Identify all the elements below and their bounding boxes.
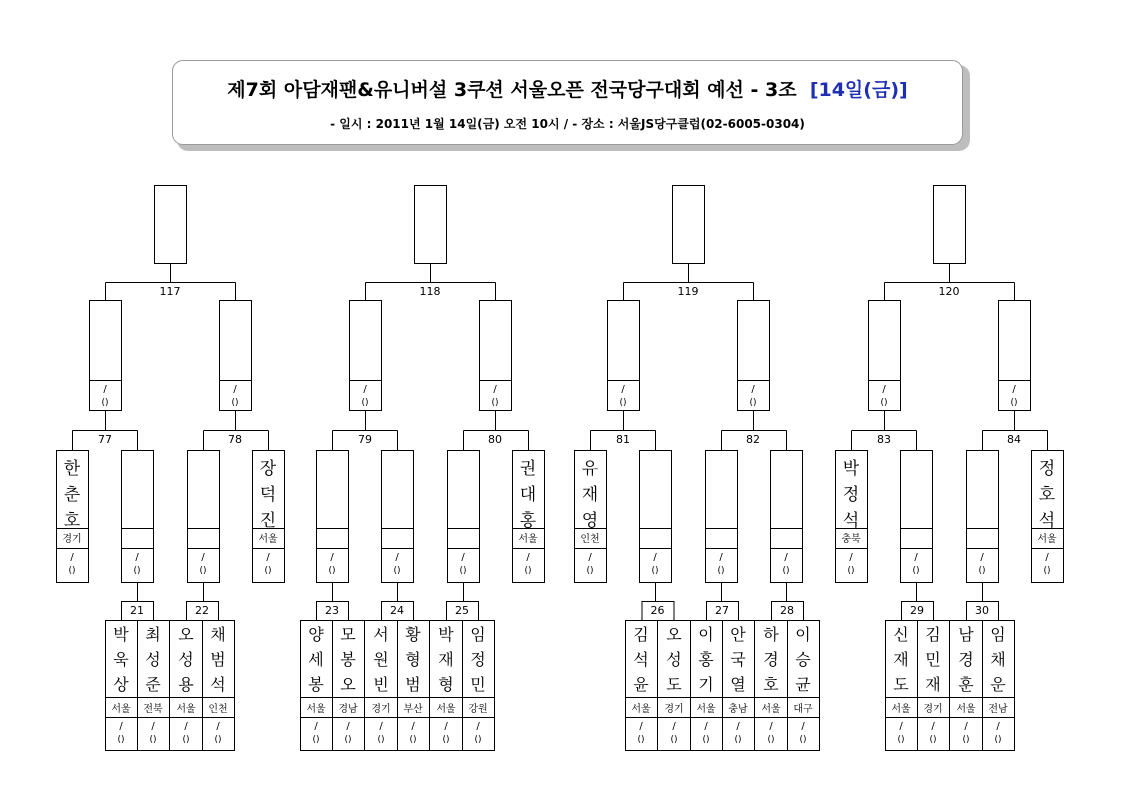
player-region: 인천: [580, 534, 600, 545]
score-paren: (): [231, 398, 239, 408]
player-name: 서 원 빈: [373, 625, 389, 694]
score-paren: (): [101, 398, 109, 408]
score-paren: (): [393, 566, 401, 576]
score-slash: /: [201, 552, 205, 563]
match-number: 29: [910, 604, 924, 617]
player-name: 이 승 균: [795, 625, 811, 694]
player-region: 서울: [956, 704, 976, 715]
match-number: 26: [650, 604, 665, 617]
score-paren: (): [962, 735, 970, 745]
score-slash: /: [70, 552, 74, 563]
score-slash: /: [314, 721, 318, 732]
match-number: 24: [390, 604, 404, 617]
score-paren: (): [767, 735, 775, 745]
player-name: 채 범 석: [210, 625, 226, 694]
player-region: 경남: [338, 704, 358, 715]
player-region: 서울: [306, 704, 326, 715]
player-name: 유 재 영: [581, 459, 599, 531]
score-slash: /: [526, 552, 530, 563]
player-region: 서울: [518, 534, 538, 545]
score-paren: (): [782, 566, 790, 576]
score-slash: /: [672, 721, 676, 732]
score-slash: /: [476, 721, 480, 732]
player-region: 서울: [761, 704, 781, 715]
score-paren: (): [994, 735, 1002, 745]
score-slash: /: [119, 721, 123, 732]
player-name: 권 대 홍: [519, 459, 537, 531]
final-box[interactable]: [934, 186, 966, 264]
player-name: 임 채 운: [990, 625, 1006, 694]
title-text: 제7회 아담재팬&유니버설 3쿠션 서울오픈 전국당구대회 예선 - 3조: [227, 79, 797, 101]
score-slash: /: [363, 384, 367, 395]
score-paren: (): [149, 735, 157, 745]
match-number: 82: [746, 433, 760, 446]
match-number: 30: [975, 604, 989, 617]
final-box[interactable]: [415, 186, 447, 264]
player-region: 서울: [891, 704, 911, 715]
score-paren: (): [799, 735, 807, 745]
score-paren: (): [651, 566, 659, 576]
score-slash: /: [736, 721, 740, 732]
match-number: 28: [780, 604, 794, 617]
player-name: 정 호 석: [1038, 459, 1056, 531]
score-paren: (): [637, 735, 645, 745]
score-slash: /: [216, 721, 220, 732]
score-slash: /: [1012, 384, 1016, 395]
final-box[interactable]: [673, 186, 705, 264]
score-slash: /: [653, 552, 657, 563]
score-slash: /: [704, 721, 708, 732]
player-region: 서울: [111, 704, 131, 715]
player-region: 전북: [143, 704, 163, 715]
score-slash: /: [719, 552, 723, 563]
score-slash: /: [233, 384, 237, 395]
score-slash: /: [784, 552, 788, 563]
player-name: 박 욱 상: [113, 625, 129, 694]
score-slash: /: [996, 721, 1000, 732]
score-slash: /: [588, 552, 592, 563]
player-name: 남 경 훈: [958, 625, 974, 694]
player-name: 양 세 봉: [308, 625, 324, 694]
score-paren: (): [377, 735, 385, 745]
score-paren: (): [344, 735, 352, 745]
score-slash: /: [899, 721, 903, 732]
score-paren: (): [117, 735, 125, 745]
score-slash: /: [346, 721, 350, 732]
score-paren: (): [702, 735, 710, 745]
score-paren: (): [491, 398, 499, 408]
match-number: 81: [616, 433, 630, 446]
score-paren: (): [409, 735, 417, 745]
match-number: 80: [488, 433, 502, 446]
match-number: 27: [715, 604, 729, 617]
score-slash: /: [964, 721, 968, 732]
player-name: 안 국 열: [730, 625, 746, 694]
match-number: 21: [130, 604, 144, 617]
score-slash: /: [751, 384, 755, 395]
score-paren: (): [459, 566, 467, 576]
score-slash: /: [769, 721, 773, 732]
score-slash: /: [621, 384, 625, 395]
match-number: 78: [228, 433, 242, 446]
score-slash: /: [980, 552, 984, 563]
match-number: 25: [455, 604, 469, 617]
score-paren: (): [619, 398, 627, 408]
player-region: 서울: [1037, 534, 1057, 545]
player-name: 신 재 도: [893, 625, 909, 694]
player-name: 박 정 석: [842, 459, 860, 531]
score-paren: (): [474, 735, 482, 745]
player-region: 전남: [988, 704, 1008, 715]
score-slash: /: [444, 721, 448, 732]
player-region: 경기: [62, 534, 82, 545]
player-name: 한 춘 호: [63, 459, 81, 531]
player-region: 경기: [923, 704, 943, 715]
match-number: 83: [877, 433, 891, 446]
match-number: 79: [358, 433, 372, 446]
player-region: 충북: [841, 534, 861, 545]
player-name: 박 재 형: [438, 625, 454, 694]
score-slash: /: [266, 552, 270, 563]
player-name: 오 성 용: [178, 625, 194, 694]
score-paren: (): [586, 566, 594, 576]
player-region: 대구: [793, 704, 813, 715]
player-name: 하 경 호: [763, 625, 779, 694]
player-name: 오 성 도: [666, 625, 682, 694]
final-box[interactable]: [155, 186, 187, 264]
score-paren: (): [361, 398, 369, 408]
player-name: 김 민 재: [925, 625, 941, 694]
score-slash: /: [801, 721, 805, 732]
score-paren: (): [978, 566, 986, 576]
score-paren: (): [524, 566, 532, 576]
score-slash: /: [493, 384, 497, 395]
score-paren: (): [880, 398, 888, 408]
score-slash: /: [184, 721, 188, 732]
score-paren: (): [182, 735, 190, 745]
score-paren: (): [929, 735, 937, 745]
event-info: - 일시 : 2011년 1월 14일(금) 오전 10시 / - 장소 : 서울JS당구클럽(02-6005-0304): [330, 117, 805, 131]
score-paren: (): [1043, 566, 1051, 576]
score-slash: /: [849, 552, 853, 563]
title-date: [14일(금)]: [809, 79, 908, 101]
player-name: 황 형 범: [405, 625, 421, 694]
player-region: 서울: [696, 704, 716, 715]
score-slash: /: [914, 552, 918, 563]
score-slash: /: [639, 721, 643, 732]
player-region: 충남: [728, 704, 748, 715]
player-name: 임 정 민: [470, 625, 486, 694]
player-region: 서울: [258, 534, 278, 545]
match-number: 117: [159, 285, 181, 298]
score-paren: (): [717, 566, 725, 576]
player-region: 서울: [631, 704, 651, 715]
match-number: 118: [419, 285, 441, 298]
player-region: 경기: [664, 704, 684, 715]
match-number: 23: [325, 604, 339, 617]
match-number: 22: [195, 604, 209, 617]
score-slash: /: [330, 552, 334, 563]
score-paren: (): [133, 566, 141, 576]
match-number: 84: [1007, 433, 1021, 446]
score-slash: /: [1045, 552, 1049, 563]
player-region: 경기: [371, 704, 391, 715]
score-paren: (): [199, 566, 207, 576]
score-paren: (): [68, 566, 76, 576]
player-name: 최 성 준: [145, 625, 161, 694]
player-region: 부산: [403, 704, 423, 715]
score-slash: /: [135, 552, 139, 563]
score-paren: (): [264, 566, 272, 576]
match-number: 120: [938, 285, 960, 298]
score-paren: (): [214, 735, 222, 745]
player-region: 서울: [176, 704, 196, 715]
player-region: 서울: [436, 704, 456, 715]
score-paren: (): [734, 735, 742, 745]
player-name: 모 봉 오: [340, 625, 356, 694]
score-slash: /: [411, 721, 415, 732]
score-paren: (): [847, 566, 855, 576]
score-paren: (): [442, 735, 450, 745]
score-paren: (): [897, 735, 905, 745]
score-slash: /: [395, 552, 399, 563]
score-slash: /: [151, 721, 155, 732]
score-paren: (): [312, 735, 320, 745]
score-slash: /: [882, 384, 886, 395]
player-name: 김 석 윤: [633, 625, 649, 694]
score-slash: /: [103, 384, 107, 395]
match-number: 77: [98, 433, 112, 446]
score-paren: (): [1010, 398, 1018, 408]
score-slash: /: [461, 552, 465, 563]
player-name: 이 홍 기: [698, 625, 714, 694]
score-slash: /: [379, 721, 383, 732]
match-number: 119: [677, 285, 699, 298]
player-region: 강원: [468, 704, 488, 715]
score-paren: (): [749, 398, 757, 408]
player-region: 인천: [208, 704, 228, 715]
score-slash: /: [931, 721, 935, 732]
player-name: 장 덕 진: [259, 459, 277, 531]
score-paren: (): [912, 566, 920, 576]
score-paren: (): [670, 735, 678, 745]
score-paren: (): [328, 566, 336, 576]
